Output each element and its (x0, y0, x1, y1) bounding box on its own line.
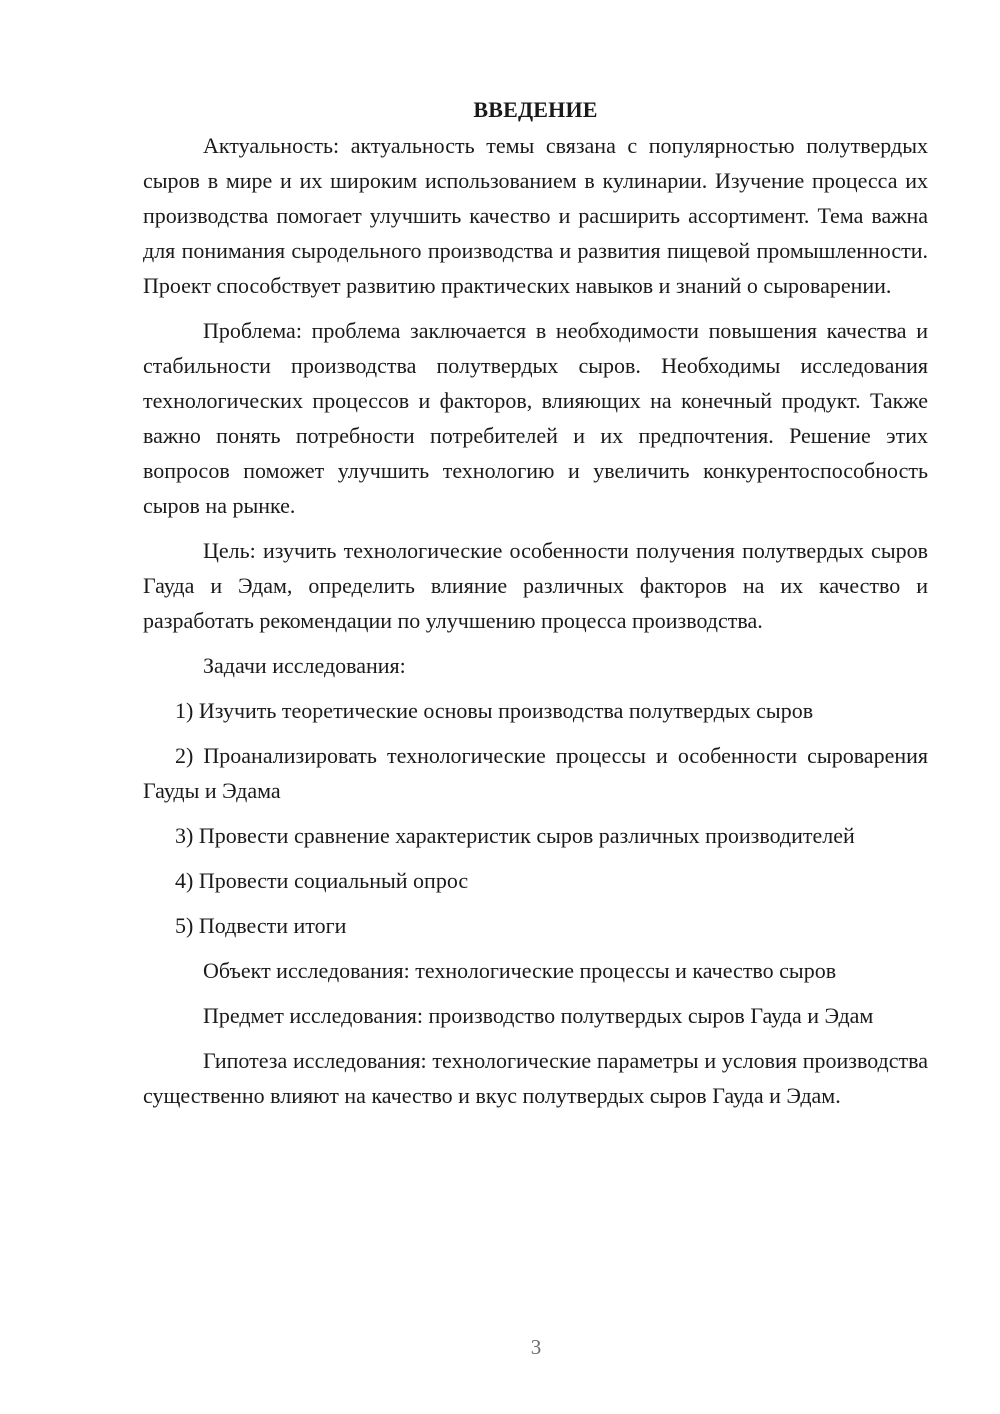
section-heading: ВВЕДЕНИЕ (473, 97, 598, 122)
document-page (143, 92, 928, 1123)
relevance-paragraph: Актуальность: актуальность темы связана с популярностью полутвердых сыров в мире и их широким использованием в кулинарии. Изучение процесса их производства помогает улучшить качество и расширить ассортимент. Тема важна для понимания сыродельного производства и развития пищевой промышленности. Проект способствует развитию практических навыков и знаний о сыроварении. (143, 133, 928, 298)
task-item-5: 5) Подвести итоги (175, 913, 347, 938)
page-number: 3 (530, 1335, 542, 1359)
task-item-4: 4) Провести социальный опрос (175, 868, 469, 893)
hypothesis-paragraph: Гипотеза исследования: технологические параметры и условия производства существенно влияют на качество и вкус полутвердых сыров Гауда и Эдам. (143, 1048, 928, 1108)
research-object-paragraph: Объект исследования: технологические процессы и качество сыров (203, 958, 837, 983)
tasks-title: Задачи исследования: (203, 653, 406, 678)
goal-paragraph: Цель: изучить технологические особенности получения полутвердых сыров Гауда и Эдам, определить влияние различных факторов на их качество и разработать рекомендации по улучшению процесса производства. (143, 538, 928, 633)
research-subject-paragraph: Предмет исследования: производство полутвердых сыров Гауда и Эдам (203, 1003, 874, 1028)
task-item-1: 1) Изучить теоретические основы производства полутвердых сыров (175, 698, 814, 723)
task-item-3: 3) Провести сравнение характеристик сыров различных производителей (175, 823, 855, 848)
problem-paragraph: Проблема: проблема заключается в необходимости повышения качества и стабильности производства полутвердых сыров. Необходимы исследования технологических процессов и факторов, влияющих на конечный продукт. Также важно понять потребности потребителей и их предпочтения. Решение этих вопросов поможет улучшить технологию и увеличить конкурентоспособность сыров на рынке. (143, 318, 928, 518)
task-item-2: 2) Проанализировать технологические процессы и особенности сыроварения Гауды и Эдама (143, 743, 928, 803)
